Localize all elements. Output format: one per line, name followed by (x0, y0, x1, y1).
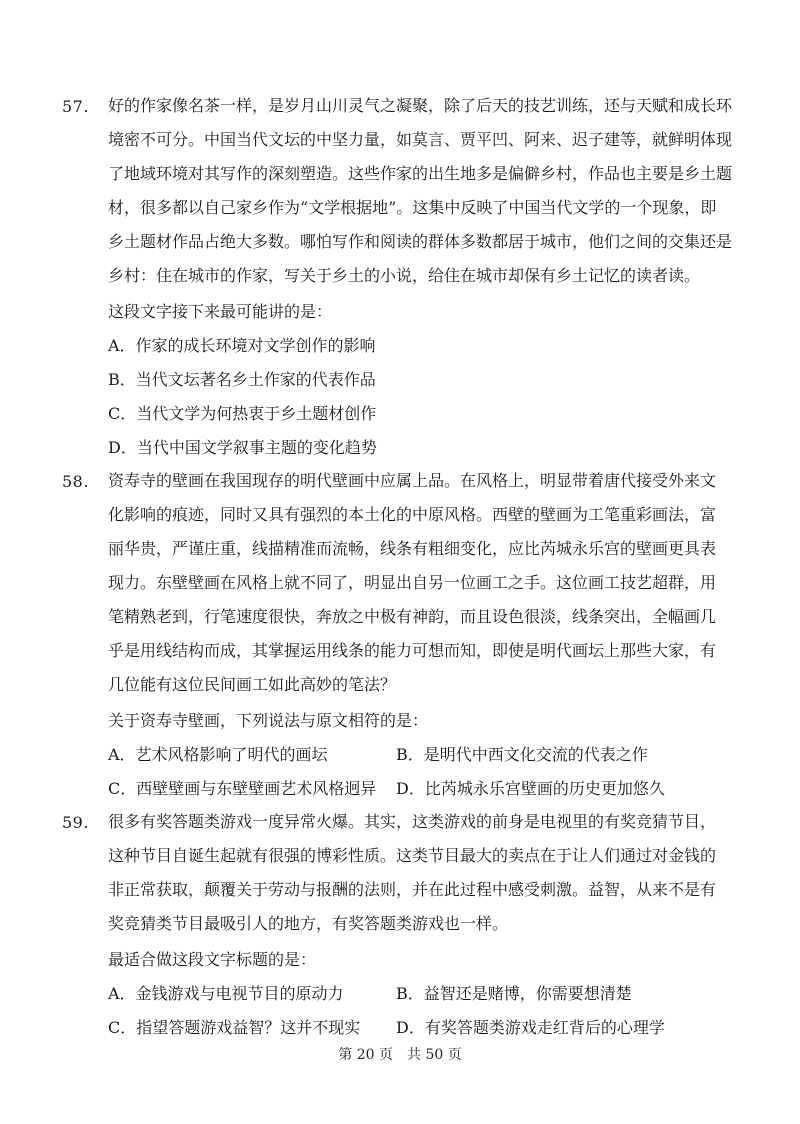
passage-line: 了地域环境对其写作的深刻塑造。这些作家的出生地多是偏僻乡村，作品也主要是乡土题 (108, 164, 733, 183)
passage-line: 乡土题材作品占绝大多数。哪怕写作和阅读的群体多数都居于城市，他们之间的交集还是 (108, 232, 733, 251)
question-passage (108, 89, 744, 293)
question-number: 57. (62, 97, 89, 116)
question-passage (108, 805, 744, 941)
passage-line: 非正常获取，颠覆关于劳动与报酬的法则，并在此过程中感受刺激。益智，从来不是有 (108, 880, 717, 899)
option-d[interactable]: D．比芮城永乐宫壁画的历史更加悠久 (396, 779, 665, 798)
question-number: 58. (62, 472, 89, 491)
passage-line: 乡村：住在城市的作家，写关于乡土的小说，给住在城市却保有乡土记忆的读者读。 (108, 266, 701, 285)
passage-line: 几位能有这位民间画工如此高妙的笔法？ (108, 675, 397, 694)
passage-line: 很多有奖答题类游戏一度异常火爆。其实，这类游戏的前身是电视里的有奖竞猜节目， (108, 812, 717, 831)
passage-line: 境密不可分。中国当代文坛的中坚力量，如莫言、贾平凹、阿来、迟子建等，就鲜明体现 (108, 130, 733, 149)
question-prompt: 最适合做这段文字标题的是： (108, 950, 317, 969)
passage-line: 乎是用线结构而成，其掌握运用线条的能力可想而知，即使是明代画坛上那些大家，有 (108, 641, 717, 660)
option-d[interactable]: D．当代中国文学叙事主题的变化趋势 (108, 438, 377, 457)
option-b[interactable]: B．是明代中西文化交流的代表之作 (396, 745, 648, 764)
option-a[interactable]: A．金钱游戏与电视节目的原动力 (108, 984, 344, 1003)
option-d[interactable]: D．有奖答题类游戏走红背后的心理学 (396, 1018, 665, 1037)
option-a[interactable]: A．艺术风格影响了明代的画坛 (108, 745, 328, 764)
option-b[interactable]: B．当代文坛著名乡土作家的代表作品 (108, 370, 376, 389)
page-footer: 第 20 页 共 50 页 (338, 1047, 462, 1063)
passage-line: 化影响的痕迹，同时又具有强烈的本土化的中原风格。西壁的壁画为工笔重彩画法，富 (108, 505, 717, 524)
option-b[interactable]: B．益智还是赌博，你需要想清楚 (396, 984, 632, 1003)
passage-line: 资寿寺的壁画在我国现存的明代壁画中应属上品。在风格上，明显带着唐代接受外来文 (108, 471, 717, 490)
question-passage (108, 464, 744, 702)
passage-line: 丽华贵，严谨庄重，线描精准而流畅，线条有粗细变化，应比芮城永乐宫的壁画更具表 (108, 539, 717, 558)
passage-line: 材，很多都以自己家乡作为“文学根据地”。这集中反映了中国当代文学的一个现象，即 (108, 198, 717, 217)
question-number: 59. (62, 813, 89, 832)
option-c[interactable]: C．西壁壁画与东壁壁画艺术风格迥异 (108, 779, 377, 798)
question-prompt: 关于资寿寺壁画，下列说法与原文相符的是： (108, 711, 429, 730)
passage-line: 这种节目自诞生起就有很强的博彩性质。这类节目最大的卖点在于让人们通过对金钱的 (108, 846, 717, 865)
passage-line: 好的作家像名茶一样，是岁月山川灵气之凝聚，除了后天的技艺训练，还与天赋和成长环 (108, 96, 733, 115)
option-a[interactable]: A．作家的成长环境对文学创作的影响 (108, 336, 376, 355)
passage-line: 笔精熟老到，行笔速度很快，奔放之中极有神韵，而且设色很淡，线条突出，全幅画几 (108, 607, 717, 626)
option-c[interactable]: C．指望答题游戏益智？这并不现实 (108, 1018, 361, 1037)
passage-line: 奖竞猜类节目最吸引人的地方，有奖答题类游戏也一样。 (108, 914, 509, 933)
question-prompt: 这段文字接下来最可能讲的是： (108, 302, 333, 321)
option-c[interactable]: C．当代文学为何热衷于乡土题材创作 (108, 404, 377, 423)
passage-line: 现力。东壁壁画在风格上就不同了，明显出自另一位画工之手。这位画工技艺超群，用 (108, 573, 717, 592)
